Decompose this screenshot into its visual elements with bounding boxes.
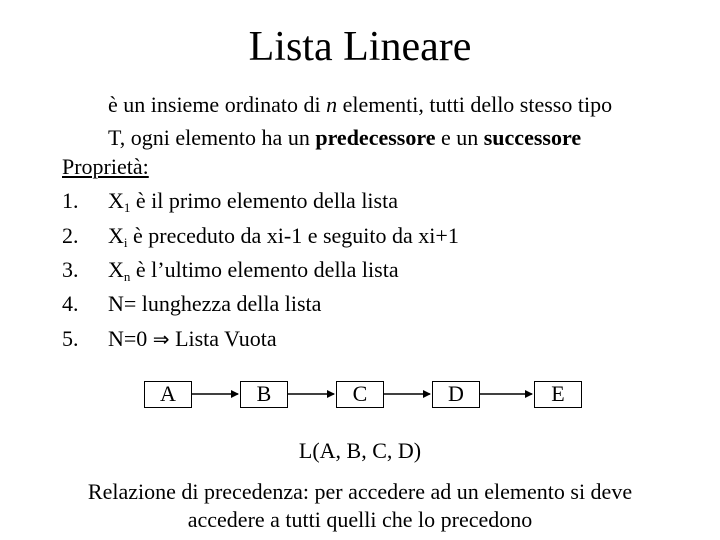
property-item-1 bbox=[62, 184, 398, 217]
list-node-e: E bbox=[534, 381, 582, 408]
property-item-4 bbox=[62, 287, 321, 320]
definition-text bbox=[108, 88, 708, 154]
property-text: N=0 bbox=[108, 326, 153, 351]
property-text: è preceduto da xi-1 e seguito da xi+1 bbox=[127, 223, 459, 248]
item-number: 1. bbox=[62, 188, 79, 213]
properties-heading: Proprietà: bbox=[62, 154, 149, 179]
list-node-c: C bbox=[336, 381, 384, 408]
implies-arrow-icon: ⇒ bbox=[152, 327, 170, 351]
successor-term: successore bbox=[483, 125, 582, 150]
relation-line-1: Relazione di precedenza: per accedere ad un elemento si deve bbox=[87, 479, 633, 504]
property-text: è l’ultimo elemento della lista bbox=[130, 257, 399, 282]
relation-line-2: accedere a tutti quelli che lo precedono bbox=[187, 507, 533, 532]
item-number: 3. bbox=[62, 257, 79, 282]
x-symbol: X bbox=[108, 223, 124, 248]
list-node-d: D bbox=[432, 381, 480, 408]
subscript: i bbox=[123, 235, 128, 250]
list-caption: L(A, B, C, D) bbox=[298, 438, 422, 463]
property-text: N= lunghezza della lista bbox=[108, 291, 322, 316]
property-text: Lista Vuota bbox=[169, 326, 277, 351]
property-item-2 bbox=[62, 219, 459, 252]
item-number: 2. bbox=[62, 223, 79, 248]
predecessor-term: predecessore bbox=[315, 125, 436, 150]
subscript: n bbox=[123, 269, 131, 284]
n-variable: n bbox=[326, 92, 338, 117]
definition-part: T, ogni elemento ha un bbox=[108, 125, 316, 150]
subscript: 1 bbox=[123, 200, 131, 215]
x-symbol: X bbox=[108, 188, 124, 213]
property-item-3 bbox=[62, 253, 399, 286]
definition-part: elementi, tutti dello stesso tipo bbox=[337, 92, 613, 117]
x-symbol: X bbox=[108, 257, 124, 282]
item-number: 5. bbox=[62, 326, 79, 351]
definition-part: e un bbox=[435, 125, 484, 150]
list-node-b: B bbox=[240, 381, 288, 408]
precedence-relation bbox=[0, 478, 720, 534]
property-item-5 bbox=[62, 322, 277, 356]
linked-list-diagram bbox=[0, 376, 720, 416]
definition-line-2 bbox=[108, 121, 708, 154]
item-number: 4. bbox=[62, 291, 79, 316]
slide-title: Lista Lineare bbox=[248, 24, 472, 70]
definition-part: è un insieme ordinato di bbox=[108, 92, 327, 117]
property-text: è il primo elemento della lista bbox=[130, 188, 398, 213]
definition-line-1 bbox=[108, 88, 708, 121]
list-node-a: A bbox=[144, 381, 192, 408]
